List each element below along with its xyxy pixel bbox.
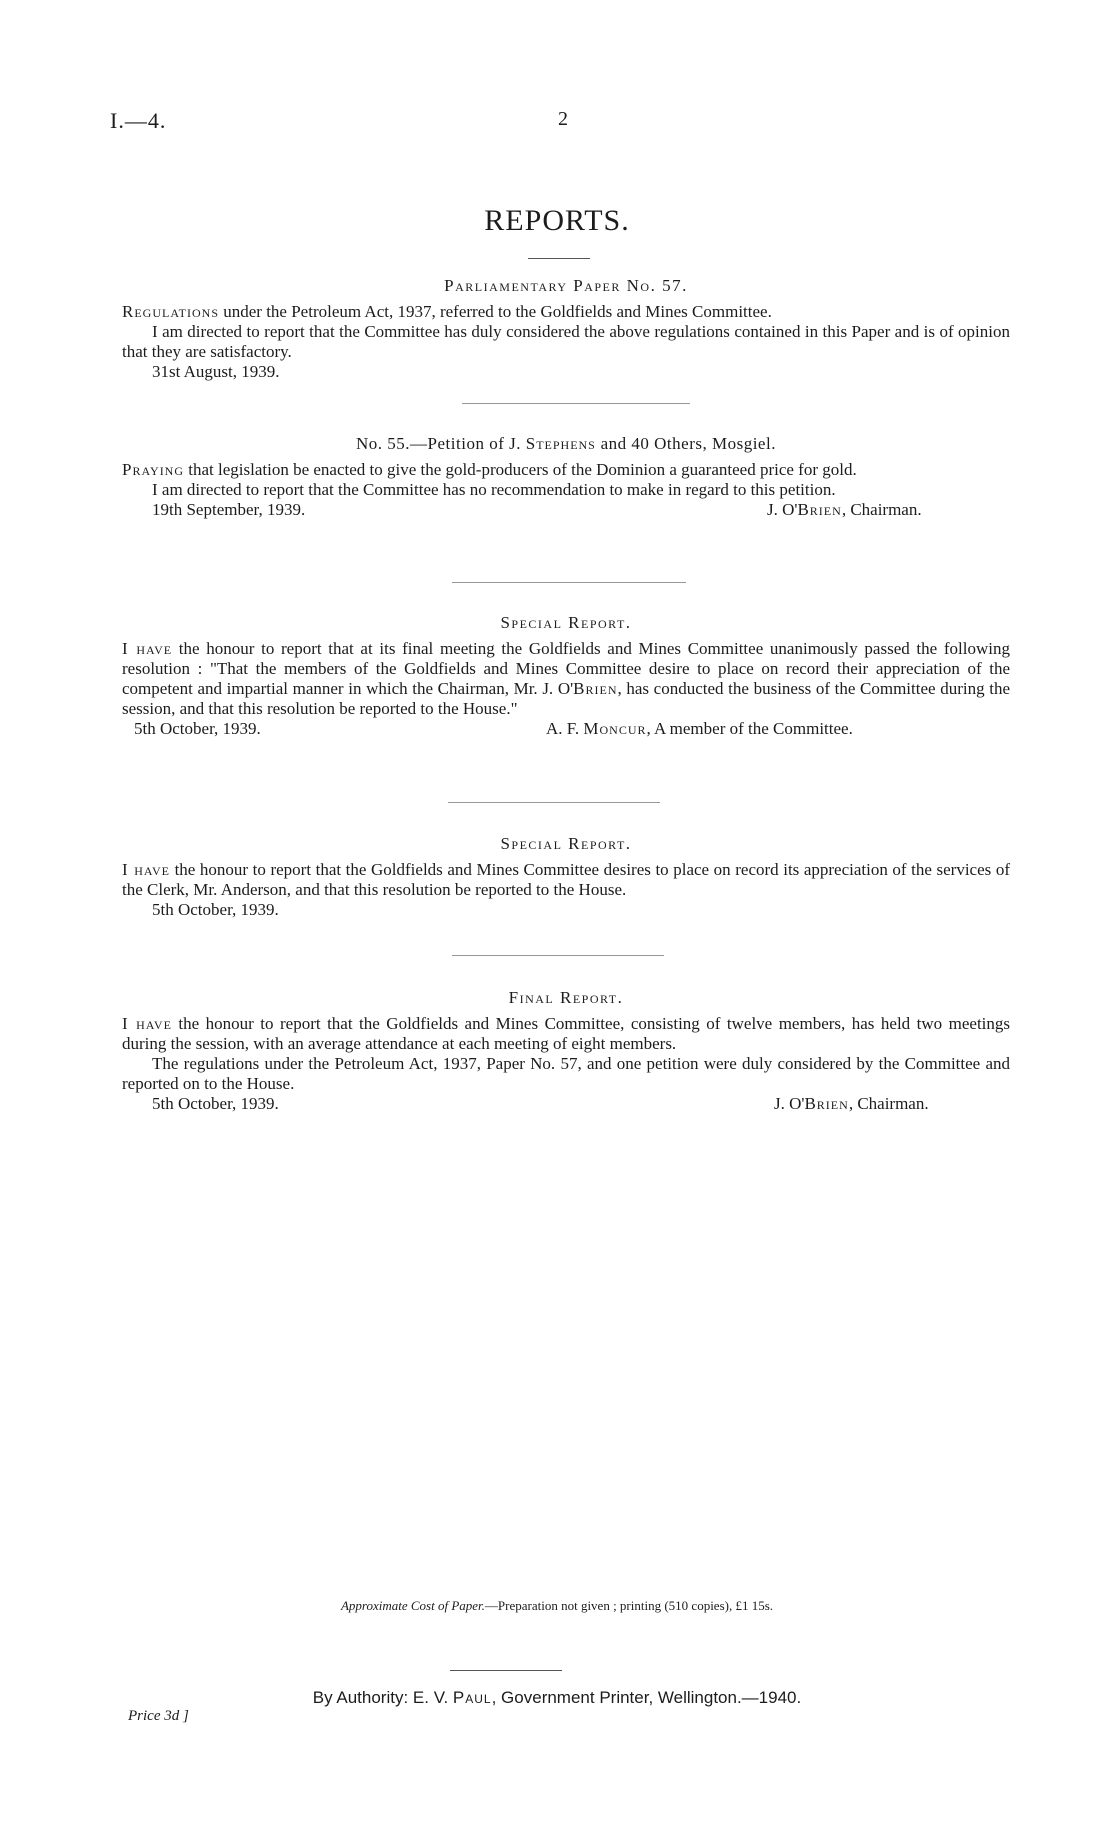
- section-divider: [448, 802, 660, 803]
- section-paragraph: I am directed to report that the Committee has duly considered the above regulations contained in this Paper and is of opinion that they are satisfactory.: [122, 322, 1010, 361]
- section-divider: [452, 955, 664, 956]
- cost-label: Approximate Cost of Paper.: [340, 1598, 485, 1613]
- page-number: 2: [558, 108, 568, 130]
- section-paper-57: [122, 276, 1010, 382]
- section-date: 19th September, 1939.: [152, 500, 306, 519]
- printer-authority: By Authority: E. V. Paul, Government Printer, Wellington.—1940.: [312, 1688, 802, 1707]
- price-note: Price 3d ]: [128, 1708, 189, 1724]
- paragraph-text: that legislation be enacted to give the gold-producers of the Dominion a guaranteed price for gold.: [184, 460, 857, 479]
- section-paragraph: [122, 460, 1010, 480]
- paragraph-text: the honour to report that the Goldfields and Mines Committee desires to place on record its appreciation of the services of the Clerk, Mr. Anderson, and that this resolution be reported to the House.: [122, 860, 1010, 899]
- lead-word: Regulations: [122, 302, 219, 321]
- signature: J. O'Brien, Chairman.: [774, 1094, 929, 1113]
- date-signature-line: [122, 1094, 1010, 1114]
- section-final-report: [122, 988, 1010, 1114]
- signature: J. O'Brien, Chairman.: [767, 500, 922, 519]
- section-heading: Final Report.: [508, 988, 624, 1007]
- section-date: 5th October, 1939.: [152, 1094, 279, 1113]
- section-paragraph: [122, 1014, 1010, 1054]
- section-paragraph: [122, 302, 1010, 322]
- section-heading: Special Report.: [500, 613, 632, 632]
- section-special-report-1: [122, 613, 1010, 739]
- page-identifier: I.—4.: [110, 108, 167, 133]
- section-date: 5th October, 1939.: [152, 900, 279, 919]
- section-date: 5th October, 1939.: [134, 719, 261, 738]
- signature: A. F. Moncur, A member of the Committee.: [546, 719, 853, 738]
- section-heading: Special Report.: [500, 834, 632, 853]
- lead-word: Praying: [122, 460, 185, 479]
- cost-of-paper-note: [0, 1598, 1114, 1614]
- page-title: REPORTS.: [484, 204, 630, 237]
- section-paragraph: I am directed to report that the Committee has no recommendation to make in regard to this petition.: [152, 480, 836, 499]
- section-paragraph: I have the honour to report that at its final meeting the Goldfields and Mines Committee unanimously passed the following resolution : "That the members of the Goldfields and Mines Committee desire to place on record their appreciation of the competent and impartial manner in which the Chairman, Mr. J. O'Brien, has conducted the business of the Committee during the session, and that this resolution be reported to the House.": [122, 639, 1010, 718]
- section-petition-55: [122, 434, 1010, 520]
- footer-divider: [450, 1670, 562, 1671]
- section-divider: [452, 582, 686, 583]
- section-heading: No. 55.—Petition of J. Stephens and 40 Others, Mosgiel.: [356, 434, 776, 453]
- section-special-report-2: [122, 834, 1010, 920]
- date-signature-line: [122, 719, 1010, 739]
- section-date: 31st August, 1939.: [152, 362, 280, 381]
- paragraph-text: the honour to report that the Goldfields and Mines Committee, consisting of twelve members, has held two meetings during the session, with an average attendance at each meeting of eight members.: [122, 1014, 1011, 1053]
- section-paragraph: The regulations under the Petroleum Act, 1937, Paper No. 57, and one petition were duly considered by the Committee and reported on to the House.: [122, 1054, 1010, 1093]
- lead-word: I have: [122, 639, 173, 658]
- paragraph-text: under the Petroleum Act, 1937, referred to the Goldfields and Mines Committee.: [219, 302, 772, 321]
- lead-word: I have: [122, 860, 171, 879]
- section-heading: Parliamentary Paper No. 57.: [444, 276, 688, 295]
- section-divider: [462, 403, 690, 404]
- date-signature-line: [122, 500, 1010, 520]
- cost-text: —Preparation not given ; printing (510 copies), £1 15s.: [484, 1598, 774, 1613]
- lead-word: I have: [122, 1014, 172, 1033]
- title-divider: [528, 258, 590, 259]
- section-paragraph: [122, 860, 1010, 900]
